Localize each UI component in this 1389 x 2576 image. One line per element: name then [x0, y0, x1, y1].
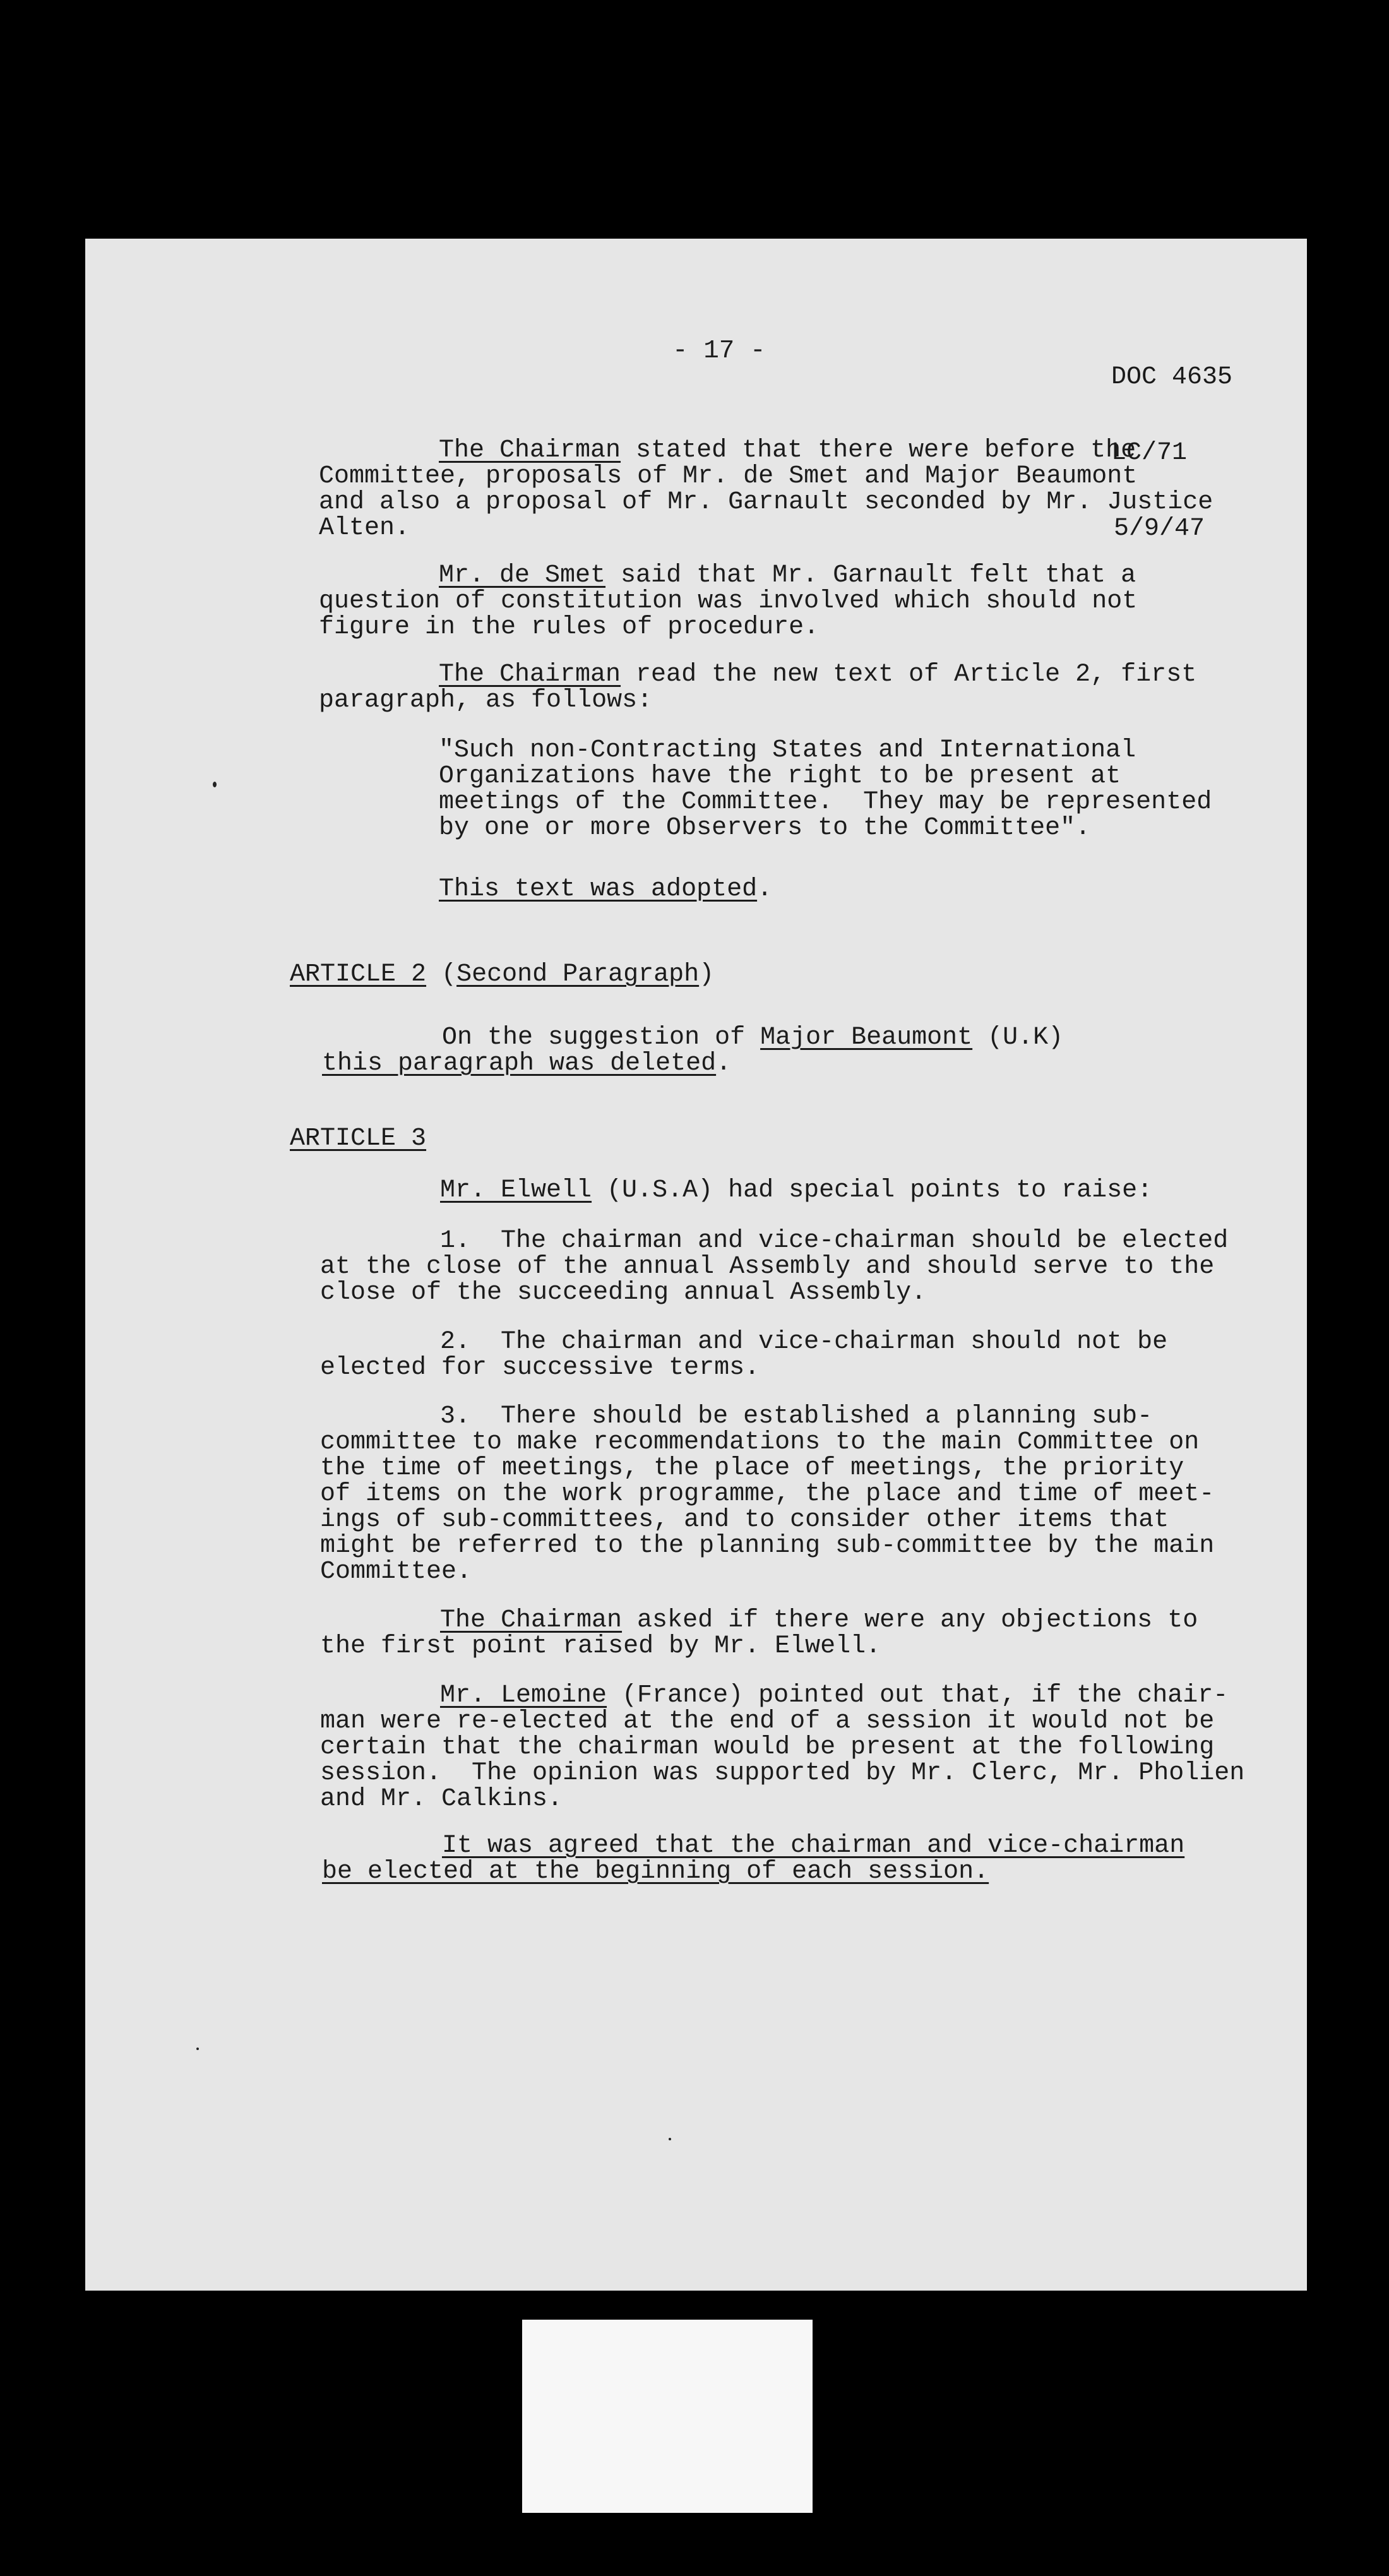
paragraph [319, 662, 1196, 713]
reference-code: LC/71 [1111, 439, 1188, 467]
text-run: read the new text of Article 2, first [621, 660, 1197, 689]
text-line [319, 563, 1137, 588]
text-run: and also a proposal of Mr. Garnault seconded by Mr. Justice [319, 488, 1213, 516]
text-line [290, 1126, 426, 1152]
text-run: the first point raised by Mr. Elwell. [320, 1632, 881, 1661]
text-run: paragraph, as follows: [319, 686, 653, 715]
paragraph [439, 876, 772, 902]
text-run: (U.S.A) had special points to raise: [592, 1176, 1153, 1205]
text-run: Committee. [320, 1558, 472, 1586]
underlined-text: The Chairman [439, 660, 621, 689]
text-run: On the suggestion of [442, 1023, 761, 1052]
text-run: . [716, 1049, 732, 1078]
paragraph [440, 1178, 1152, 1203]
text-run: Alten. [319, 514, 410, 542]
text-line [320, 1607, 1198, 1633]
text-line [290, 962, 714, 987]
text-line [320, 1559, 1214, 1585]
underlined-text: The Chairman [440, 1606, 623, 1635]
text-run: ) [699, 960, 715, 989]
quoted-text [439, 737, 1212, 841]
text-run: (France) pointed out that, if the chair- [607, 1681, 1229, 1710]
text-run: close of the succeeding annual Assembly. [320, 1279, 927, 1307]
text-line [439, 789, 1212, 815]
text-line [320, 1786, 1244, 1812]
text-run: at the close of the annual Assembly and should serve to the [320, 1253, 1215, 1281]
text-line [322, 1859, 1184, 1885]
section-heading [290, 962, 714, 987]
text-line [319, 614, 1137, 640]
underlined-text: this paragraph was deleted [322, 1049, 717, 1078]
paragraph [320, 1607, 1198, 1659]
underlined-text: Mr. Elwell [440, 1176, 592, 1205]
underlined-text: Mr. de Smet [439, 561, 606, 590]
text-line [320, 1429, 1214, 1455]
text-line [439, 876, 772, 902]
speck [669, 2138, 671, 2140]
text-run: the time of meetings, the place of meetings, the priority [320, 1454, 1184, 1482]
text-line [322, 1051, 1063, 1076]
text-run: meetings of the Committee. They may be represented [439, 788, 1212, 816]
underlined-text: It was agreed that the chairman and vice-chairman [442, 1832, 1185, 1860]
text-line [319, 688, 1196, 713]
text-line [320, 1280, 1228, 1306]
text-run: 1. The chairman and vice-chairman should be elected [440, 1227, 1229, 1255]
text-run: of items on the work programme, the place and time of meet- [320, 1480, 1215, 1508]
text-line [319, 489, 1213, 515]
text-run: might be referred to the planning sub-committee by the main [320, 1532, 1215, 1560]
underlined-text: ARTICLE 2 [290, 960, 427, 989]
text-run: "Such non-Contracting States and International [439, 736, 1136, 765]
blank-label [522, 2320, 813, 2513]
underlined-text: be elected at the beginning of each session. [322, 1857, 989, 1886]
text-run: committee to make recommendations to the main Committee on [320, 1428, 1200, 1457]
text-line [319, 438, 1213, 463]
text-run: elected for successive terms. [320, 1354, 760, 1382]
text-line [322, 1833, 1184, 1859]
resolution [322, 1833, 1184, 1885]
underlined-text: Major Beaumont [760, 1023, 973, 1052]
section-heading [290, 1126, 426, 1152]
text-run: certain that the chairman would be present at the following [320, 1733, 1215, 1762]
text-line [439, 763, 1212, 789]
text-line [320, 1254, 1228, 1280]
text-run: 2. The chairman and vice-chairman should not be [440, 1328, 1168, 1356]
text-run: ings of sub-committees, and to consider other items that [320, 1506, 1169, 1534]
text-run: and Mr. Calkins. [320, 1785, 563, 1813]
document-page [85, 239, 1307, 2291]
text-run: stated that there were before the [621, 436, 1136, 465]
text-run: session. The opinion was supported by Mr. Clerc, Mr. Pholien [320, 1759, 1245, 1787]
text-run: question of constitution was involved which should not [319, 587, 1138, 616]
underlined-text: This text was adopted [439, 875, 758, 903]
paragraph [319, 438, 1213, 541]
text-run: 3. There should be established a planning sub- [440, 1402, 1153, 1431]
page-number: - 17 - [672, 337, 766, 366]
text-line [319, 515, 1213, 541]
text-line [320, 1683, 1244, 1708]
text-line [322, 1025, 1063, 1051]
text-run: . [757, 875, 773, 903]
text-line [320, 1708, 1244, 1734]
text-line [320, 1355, 1167, 1381]
text-line [320, 1481, 1214, 1507]
numbered-point [320, 1329, 1167, 1381]
text-run: Committee, proposals of Mr. de Smet and Major Beaumont [319, 462, 1138, 491]
underlined-text: ARTICLE 3 [290, 1124, 427, 1153]
paragraph [322, 1025, 1063, 1076]
text-line [320, 1760, 1244, 1786]
text-line [320, 1533, 1214, 1559]
text-line [320, 1507, 1214, 1533]
reference-doc-number: DOC 4635 [1111, 363, 1233, 391]
text-run: (U.K) [972, 1023, 1064, 1052]
text-line [320, 1404, 1214, 1429]
text-run: man were re-elected at the end of a session it would not be [320, 1707, 1215, 1736]
text-line [319, 588, 1137, 614]
paragraph [319, 563, 1137, 640]
text-line [320, 1455, 1214, 1481]
text-line [320, 1329, 1167, 1355]
text-line [440, 1178, 1152, 1203]
speck [213, 782, 217, 787]
underlined-text: The Chairman [439, 436, 621, 465]
numbered-point [320, 1228, 1228, 1306]
text-run: by one or more Observers to the Committee". [439, 814, 1091, 842]
reference-date: 5/9/47 [1114, 515, 1205, 543]
text-line [320, 1228, 1228, 1254]
text-run: ( [426, 960, 457, 989]
speck [196, 2048, 199, 2050]
text-run: said that Mr. Garnault felt that a [605, 561, 1136, 590]
text-run: figure in the rules of procedure. [319, 613, 820, 641]
paragraph [320, 1683, 1244, 1812]
text-line [320, 1734, 1244, 1760]
underlined-text: Second Paragraph [456, 960, 700, 989]
text-line [319, 463, 1213, 489]
text-run: Organizations have the right to be present at [439, 762, 1121, 790]
numbered-point [320, 1404, 1214, 1585]
text-run: asked if there were any objections to [622, 1606, 1198, 1635]
text-line [439, 815, 1212, 841]
underlined-text: Mr. Lemoine [440, 1681, 607, 1710]
text-line [320, 1633, 1198, 1659]
text-line [319, 662, 1196, 688]
text-line [439, 737, 1212, 763]
